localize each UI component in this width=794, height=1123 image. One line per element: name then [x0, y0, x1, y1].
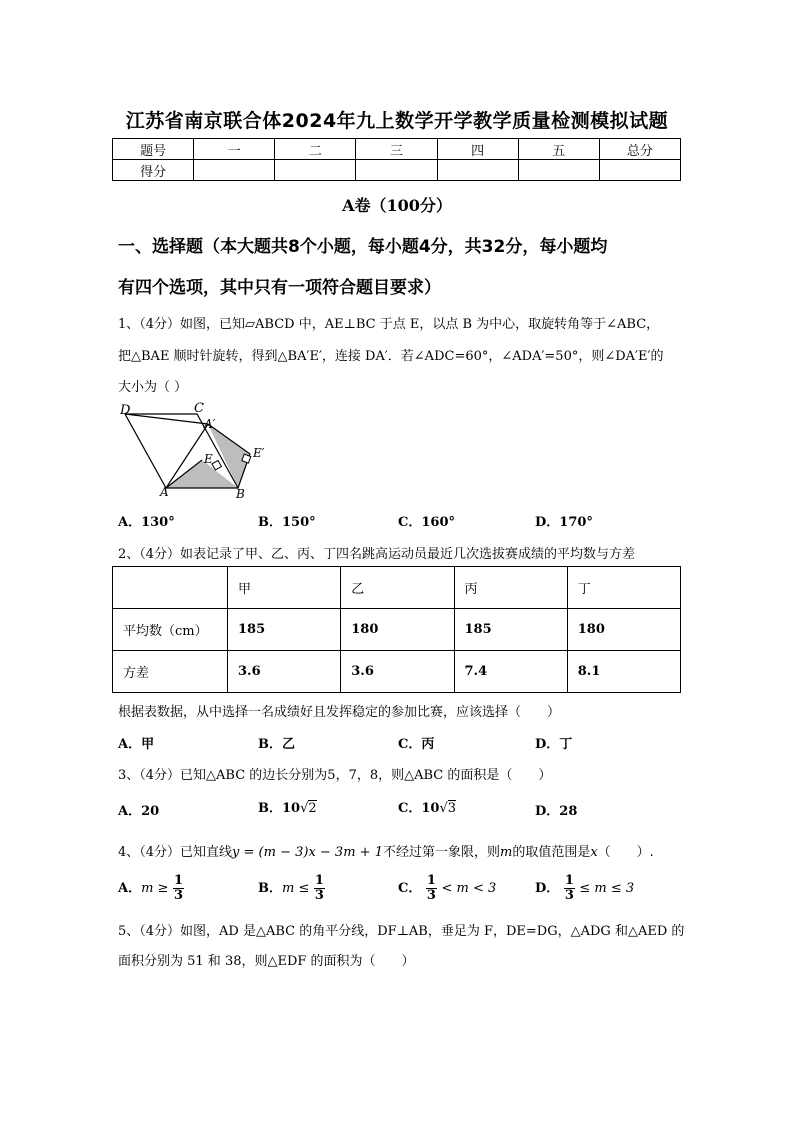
- q2-table-row-mean: [113, 609, 681, 651]
- score-blank-cell: [437, 160, 518, 181]
- label-b: B: [236, 487, 245, 501]
- q4-var-m: m: [499, 845, 513, 860]
- q4-stem-end: （ ）.: [597, 845, 654, 860]
- q3-option-b-prefix: B．10: [258, 801, 301, 816]
- q1-stem-line3: 大小为（ ）: [118, 380, 188, 395]
- label-c: C: [194, 401, 204, 416]
- score-header-row: [113, 139, 681, 160]
- q4-option-c[interactable]: [398, 874, 496, 903]
- q1-option-b[interactable]: B．150°: [258, 515, 316, 530]
- q4-stem-prefix: 4、（4分）已知直线: [118, 845, 233, 860]
- q3-option-d[interactable]: D．28: [535, 804, 578, 819]
- fraction-numerator: 1: [314, 873, 324, 888]
- q1-stem-line1: 1、（4分）如图，已知▱ABCD 中，AE⊥BC 于点 E，以点 B 为中心，取旋转角等于∠ABC，: [118, 317, 660, 332]
- q2-table-row-label: 平均数（cm）: [113, 609, 228, 651]
- q5-stem-line2: 面积分别为 51 和 38，则△EDF 的面积为（ ）: [118, 954, 415, 969]
- section-one-heading-line2: 有四个选项，其中只有一项符合题目要求）: [118, 278, 441, 298]
- q2-table-header-cell: 乙: [341, 567, 454, 609]
- score-blank-cell: [356, 160, 437, 181]
- label-e: E: [204, 452, 213, 466]
- q3-option-a[interactable]: A．20: [118, 804, 160, 819]
- fraction: [314, 874, 325, 903]
- q2-table-row-label: 方差: [113, 651, 228, 693]
- right-angle-mark-e: [212, 460, 222, 470]
- score-header-cell: 二: [275, 139, 356, 160]
- fraction-numerator: 1: [426, 873, 436, 888]
- score-blank-cell: [275, 160, 356, 181]
- q2-table-cell: 3.6: [341, 651, 454, 693]
- fraction-numerator: 1: [564, 873, 574, 888]
- section-one-heading-line1: 一、选择题（本大题共8个小题，每小题4分，共32分，每小题均: [118, 237, 608, 257]
- score-blank-cell: [194, 160, 275, 181]
- q4-option-c-label: C．: [398, 881, 422, 896]
- score-value-row: [113, 160, 681, 181]
- q4-option-d[interactable]: [535, 874, 634, 903]
- score-row-label: 得分: [113, 160, 194, 181]
- q4-option-b[interactable]: [258, 874, 325, 903]
- q5-stem-line1: 5、（4分）如图，AD 是△ABC 的角平分线，DF⊥AB，垂足为 F，DE=DG，△ADG 和△AED 的: [118, 924, 685, 939]
- q4-option-d-label: D．: [535, 881, 560, 896]
- q1-option-a[interactable]: A．130°: [118, 515, 175, 530]
- q2-table-cell: 180: [567, 609, 680, 651]
- q3-stem: 3、（4分）已知△ABC 的边长分别为5，7，8，则△ABC 的面积是（ ）: [118, 768, 552, 783]
- q1-stem-line2: 把△BAE 顺时针旋转，得到△BA′E′，连接 DA′．若∠ADC=60°，∠ADA′=50°，则∠DA′E′的: [118, 349, 664, 364]
- page-title: 江苏省南京联合体2024年九上数学开学教学质量检测模拟试题: [125, 110, 669, 132]
- q1-option-c[interactable]: C．160°: [398, 515, 455, 530]
- score-table: [112, 138, 681, 181]
- q3-option-c-radicand: 3: [447, 801, 457, 816]
- q4-equation: y = (m − 3)x − 3m + 1: [232, 845, 383, 860]
- q4-option-c-right: < m < 3: [441, 881, 497, 896]
- q3-option-c-prefix: C．10: [398, 801, 440, 816]
- section-a-heading: A卷（100分）: [342, 196, 452, 215]
- q1-option-d[interactable]: D．170°: [535, 515, 593, 530]
- q2-table-cell: 185: [454, 609, 567, 651]
- label-d: D: [120, 403, 131, 418]
- q4-stem: [118, 841, 654, 860]
- q4-var-x: x: [590, 845, 598, 860]
- score-blank-cell: [599, 160, 680, 181]
- q4-option-d-right: ≤ m ≤ 3: [579, 881, 635, 896]
- q2-table-cell: 7.4: [454, 651, 567, 693]
- q3-option-b[interactable]: [258, 797, 317, 816]
- score-header-cell: 三: [356, 139, 437, 160]
- fraction: [173, 874, 184, 903]
- q1-geometry-figure: [112, 398, 272, 502]
- score-header-cell: 总分: [599, 139, 680, 160]
- fraction-denominator: 3: [564, 888, 574, 903]
- fraction-numerator: 1: [173, 873, 184, 888]
- q4-option-a-left: m ≥: [141, 881, 169, 896]
- q2-table-header-cell: 丁: [567, 567, 680, 609]
- sqrt-symbol: √: [439, 801, 448, 816]
- q2-table-cell: 180: [341, 609, 454, 651]
- score-header-cell: 一: [194, 139, 275, 160]
- q4-option-a[interactable]: [118, 874, 184, 903]
- q2-table-cell: 185: [228, 609, 341, 651]
- q4-stem-mid2: 的取值范围是: [512, 845, 591, 860]
- label-e-prime: E′: [253, 446, 265, 460]
- q2-option-a[interactable]: A．甲: [118, 737, 155, 752]
- q2-option-b[interactable]: B．乙: [258, 737, 295, 752]
- score-header-cell: 题号: [113, 139, 194, 160]
- q2-table-header-cell: 丙: [454, 567, 567, 609]
- score-blank-cell: [518, 160, 599, 181]
- label-a: A: [160, 485, 169, 499]
- q2-stem: 2、（4分）如表记录了甲、乙、丙、丁四名跳高运动员最近几次选拔赛成绩的平均数与方差: [118, 547, 636, 562]
- q2-table-header-row: [113, 567, 681, 609]
- q4-option-b-left: m ≤: [282, 881, 310, 896]
- score-header-cell: 五: [518, 139, 599, 160]
- q2-table-cell: 8.1: [567, 651, 680, 693]
- q2-table-header-cell: 甲: [228, 567, 341, 609]
- q3-option-c[interactable]: [398, 797, 456, 816]
- q4-stem-mid: 不经过第一象限，则: [382, 845, 500, 860]
- fraction-denominator: 3: [314, 888, 324, 903]
- label-a-prime: A′: [204, 417, 216, 431]
- q2-table-row-variance: [113, 651, 681, 693]
- sqrt-symbol: √: [300, 801, 309, 816]
- q2-option-c[interactable]: C．丙: [398, 737, 435, 752]
- q4-option-a-label: A．: [118, 881, 142, 896]
- score-header-cell: 四: [437, 139, 518, 160]
- fraction-denominator: 3: [426, 888, 436, 903]
- q2-table-corner-cell: [113, 567, 228, 609]
- fraction: [426, 874, 437, 903]
- q2-follow-up: 根据表数据，从中选择一名成绩好且发挥稳定的参加比赛，应该选择（ ）: [118, 705, 561, 720]
- q2-table-cell: 3.6: [228, 651, 341, 693]
- q4-option-b-label: B．: [258, 881, 282, 896]
- fraction-denominator: 3: [173, 888, 184, 903]
- q2-option-d[interactable]: D．丁: [535, 737, 573, 752]
- fraction: [564, 874, 575, 903]
- q2-data-table: [112, 566, 681, 693]
- q3-option-b-radicand: 2: [308, 801, 317, 816]
